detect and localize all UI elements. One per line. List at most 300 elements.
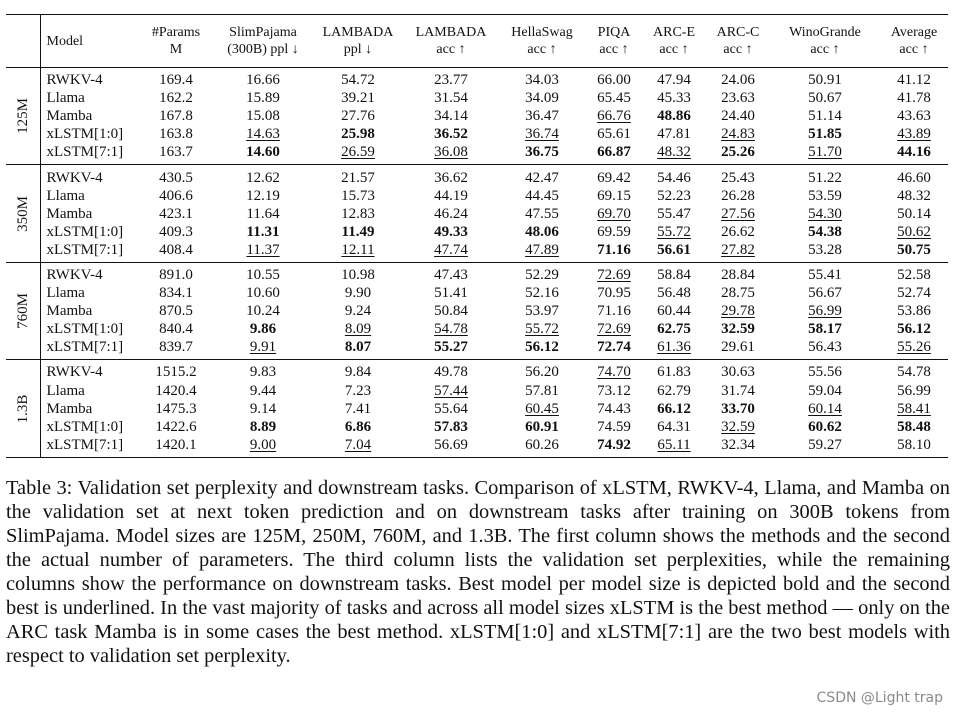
value-cell-lambada_ppl [312, 338, 404, 360]
value-cell-arce [642, 382, 706, 400]
cell-value: 15.89 [246, 90, 280, 107]
value-cell-hellaswag [498, 400, 586, 418]
value-cell-arcc [706, 187, 770, 205]
cell-value: 56.99 [897, 382, 931, 399]
cell-value: 54.46 [657, 169, 691, 186]
model-name-cell: RWKV-4 [46, 266, 103, 283]
cell-value: 53.86 [897, 303, 931, 320]
cell-value: 52.23 [657, 187, 691, 204]
cell-value: 11.31 [246, 223, 280, 240]
cell-value: 9.14 [249, 400, 277, 417]
table-row [6, 68, 948, 90]
value-cell-average [880, 418, 948, 436]
value-cell-average [880, 89, 948, 107]
value-cell-lambada_ppl [312, 284, 404, 302]
table-header [6, 15, 948, 68]
cell-value: 23.63 [721, 90, 755, 107]
cell-value: 9.84 [344, 364, 372, 381]
value-cell-piqa [586, 68, 642, 90]
value-cell-slimpajama [214, 165, 312, 187]
cell-value: 11.37 [246, 241, 280, 258]
cell-value: 10.24 [246, 303, 280, 320]
value-cell-lambada_ppl [312, 436, 404, 458]
value-cell-arcc [706, 320, 770, 338]
cell-value: 57.83 [434, 418, 468, 435]
cell-value: 1515.2 [155, 364, 197, 381]
cell-value: 50.67 [808, 90, 842, 107]
value-cell-winogrande [770, 400, 880, 418]
cell-value: 51.70 [808, 144, 842, 161]
value-cell-average [880, 382, 948, 400]
value-cell-winogrande [770, 187, 880, 205]
column-header-average [880, 15, 948, 68]
cell-value: 891.0 [159, 266, 193, 283]
cell-value: 55.27 [434, 339, 468, 356]
cell-value: 162.2 [159, 90, 193, 107]
cell-value: 9.90 [344, 285, 372, 302]
cell-value: 42.47 [525, 169, 559, 186]
value-cell-average [880, 143, 948, 165]
cell-value: 50.14 [897, 205, 931, 222]
model-name-cell: xLSTM[7:1] [46, 436, 124, 453]
cell-value: 56.12 [897, 321, 931, 338]
value-cell-lambada_acc [404, 241, 498, 263]
column-header-line: Model [46, 33, 84, 49]
cell-value: 47.74 [434, 241, 468, 258]
table-caption: Table 3: Validation set perplexity and downstream tasks. Comparison of xLSTM, RWKV-4, Llama, and Mamba on the validation set at next token prediction and on downstream tasks after training on 300B tokens from SlimPajama. Model sizes are 125M, 250M, 760M, and 1.3B. The first column shows the methods and the second the actual number of parameters. The third column lists the validation set perplexities, while the remaining columns show the performance on downstream tasks. Best model per model size is depicted bold and the second best is underlined. In the vast majority of tasks and across all model sizes xLSTM is the best method — only on the ARC task Mamba is in some cases the best method. xLSTM[1:0] and xLSTM[7:1] are the two best models with respect to validation set perplexity. [6, 477, 950, 667]
value-cell-average [880, 107, 948, 125]
cell-value: 71.16 [597, 303, 631, 320]
value-cell-params [138, 302, 214, 320]
value-cell-lambada_acc [404, 68, 498, 90]
cell-value: 10.98 [341, 266, 375, 283]
value-cell-piqa [586, 262, 642, 284]
value-cell-piqa [586, 400, 642, 418]
value-cell-slimpajama [214, 187, 312, 205]
cell-value: 66.00 [597, 72, 631, 89]
cell-value: 15.08 [246, 108, 280, 125]
model-size-cell [6, 165, 40, 262]
cell-value: 26.62 [721, 223, 755, 240]
cell-value: 12.83 [341, 205, 375, 222]
cell-value: 50.62 [897, 223, 931, 240]
value-cell-slimpajama [214, 143, 312, 165]
cell-value: 52.74 [897, 285, 931, 302]
cell-value: 66.76 [597, 108, 631, 125]
value-cell-lambada_acc [404, 89, 498, 107]
cell-value: 32.59 [721, 321, 755, 338]
value-cell-winogrande [770, 418, 880, 436]
model-name-cell: RWKV-4 [46, 364, 103, 381]
value-cell-lambada_acc [404, 320, 498, 338]
value-cell-lambada_ppl [312, 302, 404, 320]
table-row [6, 436, 948, 458]
column-header-arce [642, 15, 706, 68]
cell-value: 65.45 [597, 90, 631, 107]
column-header-lambada_ppl [312, 15, 404, 68]
cell-value: 11.64 [246, 205, 280, 222]
value-cell-lambada_acc [404, 223, 498, 241]
cell-value: 55.72 [525, 321, 559, 338]
cell-value: 73.12 [597, 382, 631, 399]
value-cell-winogrande [770, 223, 880, 241]
cell-value: 46.60 [897, 169, 931, 186]
cell-value: 60.14 [808, 400, 842, 417]
value-cell-piqa [586, 143, 642, 165]
cell-value: 64.31 [657, 418, 691, 435]
value-cell-arce [642, 223, 706, 241]
cell-value: 29.61 [721, 339, 755, 356]
cell-value: 70.95 [597, 285, 631, 302]
cell-value: 66.12 [657, 400, 691, 417]
table-row [6, 89, 948, 107]
cell-value: 41.78 [897, 90, 931, 107]
cell-value: 430.5 [159, 169, 193, 186]
cell-value: 46.24 [434, 205, 468, 222]
column-header-line: LAMBADA [322, 25, 394, 40]
value-cell-arce [642, 125, 706, 143]
cell-value: 51.22 [808, 169, 842, 186]
cell-value: 9.44 [249, 382, 277, 399]
value-cell-hellaswag [498, 107, 586, 125]
cell-value: 21.57 [341, 169, 375, 186]
cell-value: 47.89 [525, 241, 559, 258]
value-cell-arcc [706, 165, 770, 187]
table-row [6, 187, 948, 205]
value-cell-slimpajama [214, 262, 312, 284]
column-header-line: ARC-E [653, 25, 695, 40]
value-cell-arcc [706, 284, 770, 302]
value-cell-hellaswag [498, 302, 586, 320]
column-header-line: acc ↑ [899, 42, 929, 57]
value-cell-average [880, 284, 948, 302]
value-cell-arce [642, 338, 706, 360]
column-header-hellaswag [498, 15, 586, 68]
cell-value: 69.42 [597, 169, 631, 186]
value-cell-arcc [706, 68, 770, 90]
value-cell-arcc [706, 107, 770, 125]
cell-value: 1475.3 [155, 400, 197, 417]
size-group [6, 165, 948, 262]
cell-value: 59.04 [808, 382, 842, 399]
value-cell-winogrande [770, 360, 880, 382]
cell-value: 34.14 [434, 108, 468, 125]
cell-value: 24.83 [721, 126, 755, 143]
cell-value: 47.81 [657, 126, 691, 143]
cell-value: 6.86 [344, 418, 372, 435]
model-name-cell: Llama [46, 90, 85, 107]
cell-value: 72.69 [597, 266, 631, 283]
value-cell-piqa [586, 418, 642, 436]
table-row [6, 360, 948, 382]
value-cell-hellaswag [498, 165, 586, 187]
value-cell-params [138, 360, 214, 382]
cell-value: 47.43 [434, 266, 468, 283]
cell-value: 51.41 [434, 285, 468, 302]
value-cell-piqa [586, 89, 642, 107]
cell-value: 72.69 [597, 321, 631, 338]
table-row [6, 338, 948, 360]
cell-value: 60.62 [808, 418, 842, 435]
value-cell-piqa [586, 205, 642, 223]
cell-value: 58.84 [657, 266, 691, 283]
model-size-label: 125M [14, 98, 31, 135]
cell-value: 62.79 [657, 382, 691, 399]
cell-value: 60.45 [525, 400, 559, 417]
cell-value: 57.81 [525, 382, 559, 399]
table-row [6, 125, 948, 143]
cell-value: 8.89 [249, 418, 277, 435]
column-header-line: HellaSwag [511, 25, 573, 40]
value-cell-lambada_ppl [312, 125, 404, 143]
value-cell-params [138, 125, 214, 143]
value-cell-lambada_ppl [312, 165, 404, 187]
cell-value: 54.72 [341, 72, 375, 89]
cell-value: 60.44 [657, 303, 691, 320]
cell-value: 7.04 [344, 436, 372, 453]
value-cell-params [138, 262, 214, 284]
value-cell-arce [642, 89, 706, 107]
model-name-cell: Llama [46, 382, 85, 399]
model-name-cell: xLSTM[1:0] [46, 321, 124, 338]
cell-value: 36.75 [525, 144, 559, 161]
watermark: CSDN @Light trap [816, 690, 943, 706]
value-cell-average [880, 205, 948, 223]
value-cell-params [138, 68, 214, 90]
results-table-container [6, 14, 948, 458]
cell-value: 49.33 [434, 223, 468, 240]
cell-value: 408.4 [159, 241, 193, 258]
cell-value: 74.43 [597, 400, 631, 417]
cell-value: 55.72 [657, 223, 691, 240]
model-name-cell: Mamba [46, 400, 93, 417]
column-header-line: (300B) ppl ↓ [227, 42, 299, 57]
value-cell-hellaswag [498, 418, 586, 436]
value-cell-hellaswag [498, 360, 586, 382]
cell-value: 169.4 [159, 72, 193, 89]
model-name-cell: RWKV-4 [46, 169, 103, 186]
value-cell-hellaswag [498, 125, 586, 143]
model-name-cell: Mamba [46, 303, 93, 320]
column-header-line: #Params [151, 25, 201, 40]
value-cell-slimpajama [214, 284, 312, 302]
cell-value: 28.84 [721, 266, 755, 283]
value-cell-slimpajama [214, 205, 312, 223]
cell-value: 409.3 [159, 223, 193, 240]
value-cell-arcc [706, 262, 770, 284]
value-cell-hellaswag [498, 382, 586, 400]
cell-value: 32.34 [721, 436, 755, 453]
cell-value: 53.97 [525, 303, 559, 320]
value-cell-piqa [586, 241, 642, 263]
value-cell-params [138, 187, 214, 205]
value-cell-lambada_ppl [312, 68, 404, 90]
model-name-cell: RWKV-4 [46, 72, 103, 89]
size-group [6, 68, 948, 165]
cell-value: 74.59 [597, 418, 631, 435]
value-cell-lambada_acc [404, 165, 498, 187]
value-cell-lambada_ppl [312, 320, 404, 338]
column-header-line: acc ↑ [599, 42, 629, 57]
column-header-line: acc ↑ [527, 42, 557, 57]
column-header-slimpajama [214, 15, 312, 68]
table-row [6, 165, 948, 187]
value-cell-arcc [706, 89, 770, 107]
value-cell-lambada_acc [404, 284, 498, 302]
cell-value: 48.06 [525, 223, 559, 240]
value-cell-hellaswag [498, 262, 586, 284]
value-cell-arcc [706, 125, 770, 143]
value-cell-average [880, 165, 948, 187]
cell-value: 54.78 [434, 321, 468, 338]
table-row [6, 320, 948, 338]
header-row [6, 15, 948, 68]
value-cell-winogrande [770, 338, 880, 360]
value-cell-lambada_acc [404, 262, 498, 284]
model-name-cell: xLSTM[7:1] [46, 144, 124, 161]
cell-value: 41.12 [897, 72, 931, 89]
cell-value: 26.59 [341, 144, 375, 161]
value-cell-arcc [706, 436, 770, 458]
value-cell-arcc [706, 302, 770, 320]
value-cell-lambada_ppl [312, 262, 404, 284]
cell-value: 55.41 [808, 266, 842, 283]
cell-value: 15.73 [341, 187, 375, 204]
cell-value: 44.45 [525, 187, 559, 204]
value-cell-hellaswag [498, 338, 586, 360]
value-cell-params [138, 436, 214, 458]
cell-value: 61.36 [657, 339, 691, 356]
value-cell-winogrande [770, 165, 880, 187]
cell-value: 39.21 [341, 90, 375, 107]
size-group [6, 262, 948, 359]
model-name-cell: xLSTM[7:1] [46, 339, 124, 356]
cell-value: 29.78 [721, 303, 755, 320]
value-cell-arcc [706, 360, 770, 382]
value-cell-piqa [586, 436, 642, 458]
value-cell-average [880, 338, 948, 360]
column-header-line: M [169, 42, 183, 57]
cell-value: 27.82 [721, 241, 755, 258]
cell-value: 52.29 [525, 266, 559, 283]
cell-value: 11.49 [341, 223, 375, 240]
value-cell-winogrande [770, 205, 880, 223]
cell-value: 56.48 [657, 285, 691, 302]
value-cell-lambada_acc [404, 143, 498, 165]
value-cell-params [138, 400, 214, 418]
value-cell-params [138, 107, 214, 125]
value-cell-slimpajama [214, 89, 312, 107]
model-size-label: 350M [14, 195, 31, 232]
value-cell-lambada_ppl [312, 360, 404, 382]
column-header-line: PIQA [597, 25, 631, 40]
value-cell-slimpajama [214, 418, 312, 436]
value-cell-arce [642, 205, 706, 223]
cell-value: 58.17 [808, 321, 842, 338]
value-cell-params [138, 165, 214, 187]
cell-value: 36.52 [434, 126, 468, 143]
cell-value: 58.41 [897, 400, 931, 417]
value-cell-winogrande [770, 262, 880, 284]
value-cell-hellaswag [498, 89, 586, 107]
value-cell-slimpajama [214, 223, 312, 241]
value-cell-arce [642, 436, 706, 458]
value-cell-lambada_acc [404, 302, 498, 320]
header-size-spacer [6, 15, 40, 68]
table-row [6, 284, 948, 302]
value-cell-lambada_acc [404, 107, 498, 125]
cell-value: 65.61 [597, 126, 631, 143]
cell-value: 52.16 [525, 285, 559, 302]
value-cell-hellaswag [498, 436, 586, 458]
cell-value: 56.12 [525, 339, 559, 356]
cell-value: 74.70 [597, 364, 631, 381]
model-name-cell: Llama [46, 285, 85, 302]
value-cell-hellaswag [498, 223, 586, 241]
cell-value: 163.7 [159, 144, 193, 161]
value-cell-winogrande [770, 436, 880, 458]
value-cell-lambada_ppl [312, 241, 404, 263]
cell-value: 25.26 [721, 144, 755, 161]
cell-value: 7.23 [344, 382, 372, 399]
table-row [6, 382, 948, 400]
cell-value: 48.32 [897, 187, 931, 204]
value-cell-winogrande [770, 125, 880, 143]
column-header-model [40, 15, 138, 68]
cell-value: 55.26 [897, 339, 931, 356]
cell-value: 58.48 [897, 418, 931, 435]
value-cell-params [138, 338, 214, 360]
value-cell-winogrande [770, 89, 880, 107]
value-cell-average [880, 320, 948, 338]
column-header-line: ppl ↓ [343, 42, 373, 57]
cell-value: 53.28 [808, 241, 842, 258]
value-cell-hellaswag [498, 205, 586, 223]
value-cell-lambada_acc [404, 360, 498, 382]
cell-value: 60.91 [525, 418, 559, 435]
value-cell-slimpajama [214, 68, 312, 90]
value-cell-arcc [706, 241, 770, 263]
model-name-cell: xLSTM[1:0] [46, 126, 124, 143]
cell-value: 840.4 [159, 321, 193, 338]
value-cell-average [880, 125, 948, 143]
cell-value: 26.28 [721, 187, 755, 204]
cell-value: 8.07 [344, 339, 372, 356]
cell-value: 74.92 [597, 436, 631, 453]
cell-value: 12.19 [246, 187, 280, 204]
value-cell-piqa [586, 107, 642, 125]
value-cell-piqa [586, 223, 642, 241]
model-name-cell: Mamba [46, 205, 93, 222]
cell-value: 48.32 [657, 144, 691, 161]
cell-value: 69.59 [597, 223, 631, 240]
model-size-label: 1.3B [14, 394, 31, 424]
value-cell-lambada_acc [404, 205, 498, 223]
column-header-line: LAMBADA [415, 25, 487, 40]
cell-value: 56.67 [808, 285, 842, 302]
value-cell-lambada_ppl [312, 418, 404, 436]
cell-value: 8.09 [344, 321, 372, 338]
cell-value: 65.11 [657, 436, 691, 453]
cell-value: 1420.1 [155, 436, 197, 453]
value-cell-average [880, 400, 948, 418]
value-cell-winogrande [770, 302, 880, 320]
value-cell-hellaswag [498, 187, 586, 205]
cell-value: 27.56 [721, 205, 755, 222]
value-cell-arcc [706, 205, 770, 223]
table-row [6, 400, 948, 418]
cell-value: 25.43 [721, 169, 755, 186]
